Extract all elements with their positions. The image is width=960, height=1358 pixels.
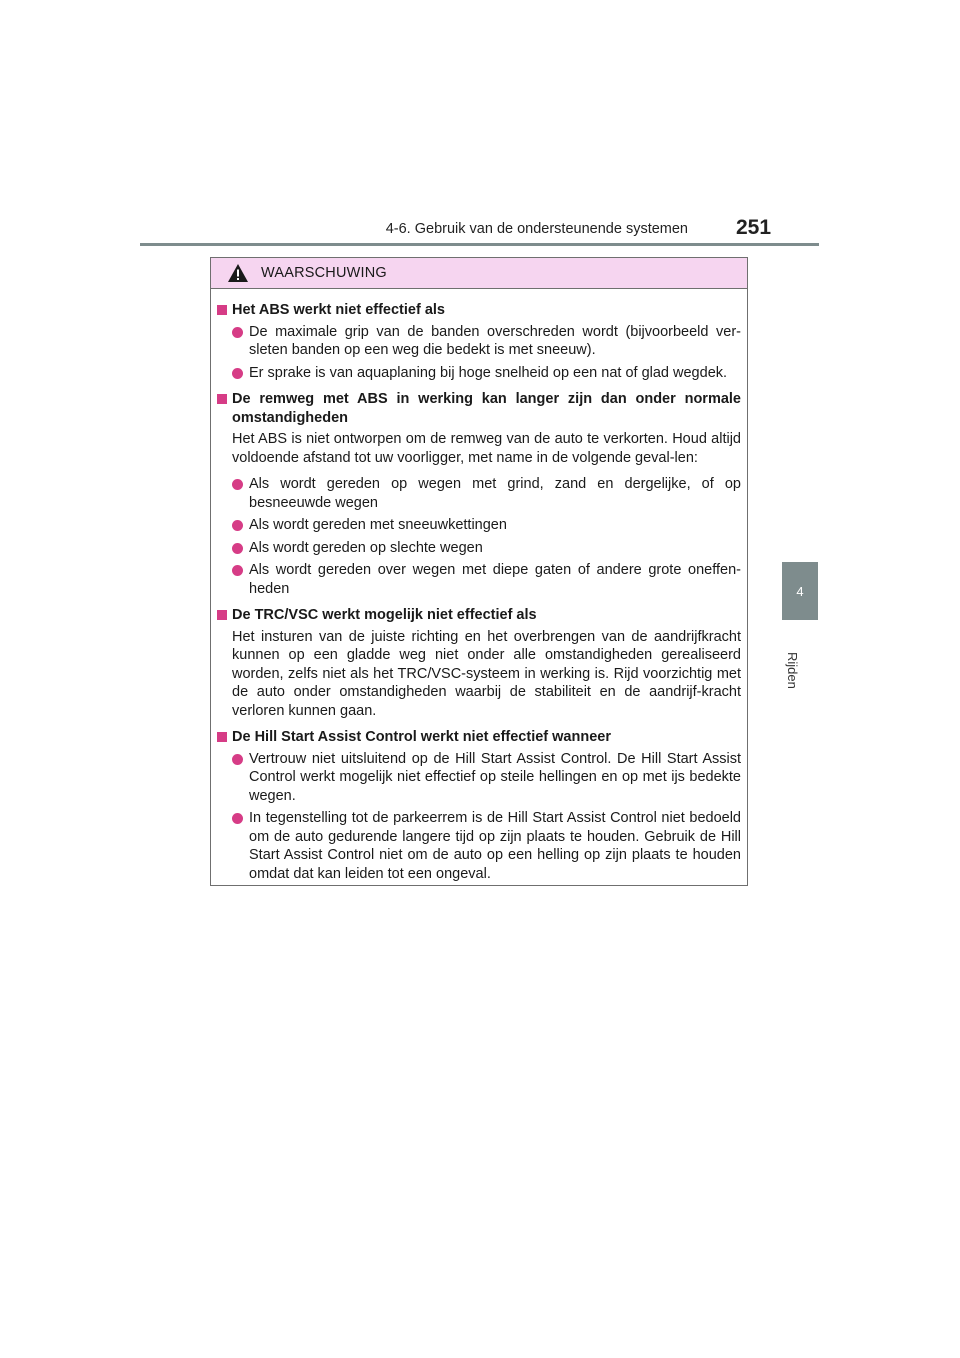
list-item: De maximale grip van de banden overschreden wordt (bijvoorbeeld ver-sleten banden op een weg die bedekt is met sneeuw).	[217, 323, 741, 360]
section-title: 4-6. Gebruik van de ondersteunende systemen	[385, 221, 688, 237]
round-bullet-icon	[232, 754, 243, 765]
chapter-tab	[782, 562, 818, 620]
list-item: Er sprake is van aquaplaning bij hoge snelheid op een nat of glad wegdek.	[217, 364, 741, 383]
square-bullet-icon	[217, 610, 227, 620]
section-heading: Het ABS werkt niet effectief als	[217, 301, 741, 320]
page-number: 251	[736, 216, 772, 239]
section-heading: De remweg met ABS in werking kan langer zijn dan onder normale omstandigheden	[217, 390, 741, 427]
warning-header	[211, 258, 747, 289]
header-rule	[140, 243, 819, 246]
round-bullet-icon	[232, 479, 243, 490]
paragraph: Het insturen van de juiste richting en het overbrengen van de aandrijfkracht kunnen op een gladde weg niet onder alle omstandigheden gerealiseerd worden, zelfs niet als het TRC/VSC-systeem in werking is. Rijd voorzichtig met de auto onder omstandigheden waarbij de stabiliteit en de aandrijf-kracht verloren kunnen gaan.	[232, 628, 741, 719]
round-bullet-icon	[232, 813, 243, 824]
list-item: Vertrouw niet uitsluitend op de Hill Start Assist Control. De Hill Start Assist Control werkt mogelijk niet effectief op steile hellingen en op met ijs bedekte wegen.	[217, 750, 741, 806]
list-item: Als wordt gereden op slechte wegen	[217, 539, 741, 558]
square-bullet-icon	[217, 394, 227, 404]
round-bullet-icon	[232, 520, 243, 531]
list-item: In tegenstelling tot de parkeerrem is de Hill Start Assist Control niet bedoeld om de auto gedurende langere tijd op zijn plaats te houden. Gebruik de Hill Start Assist Control niet om de auto op een helling op zijn plaats te houden omdat dat kan leiden tot een ongeval.	[217, 809, 741, 883]
square-bullet-icon	[217, 732, 227, 742]
warning-triangle-icon	[227, 263, 249, 283]
paragraph: Het ABS is niet ontworpen om de remweg van de auto te verkorten. Houd altijd voldoende afstand tot uw voorligger, met name in de volgende geval-len:	[232, 431, 741, 466]
list-item: Als wordt gereden met sneeuwkettingen	[217, 516, 741, 535]
round-bullet-icon	[232, 327, 243, 338]
round-bullet-icon	[232, 368, 243, 379]
chapter-label: Rijden	[785, 652, 800, 689]
round-bullet-icon	[232, 565, 243, 576]
round-bullet-icon	[232, 543, 243, 554]
warning-box	[210, 257, 748, 886]
chapter-number: 4	[796, 583, 804, 599]
list-item: Als wordt gereden op wegen met grind, zand en dergelijke, of op besneeuwde wegen	[217, 475, 741, 512]
warning-body	[211, 289, 747, 883]
section-heading: De TRC/VSC werkt mogelijk niet effectief als	[217, 606, 741, 625]
section-heading: De Hill Start Assist Control werkt niet effectief wanneer	[217, 728, 741, 747]
list-item: Als wordt gereden over wegen met diepe gaten of andere grote oneffen-heden	[217, 561, 741, 598]
square-bullet-icon	[217, 305, 227, 315]
warning-title: WAARSCHUWING	[261, 265, 387, 281]
